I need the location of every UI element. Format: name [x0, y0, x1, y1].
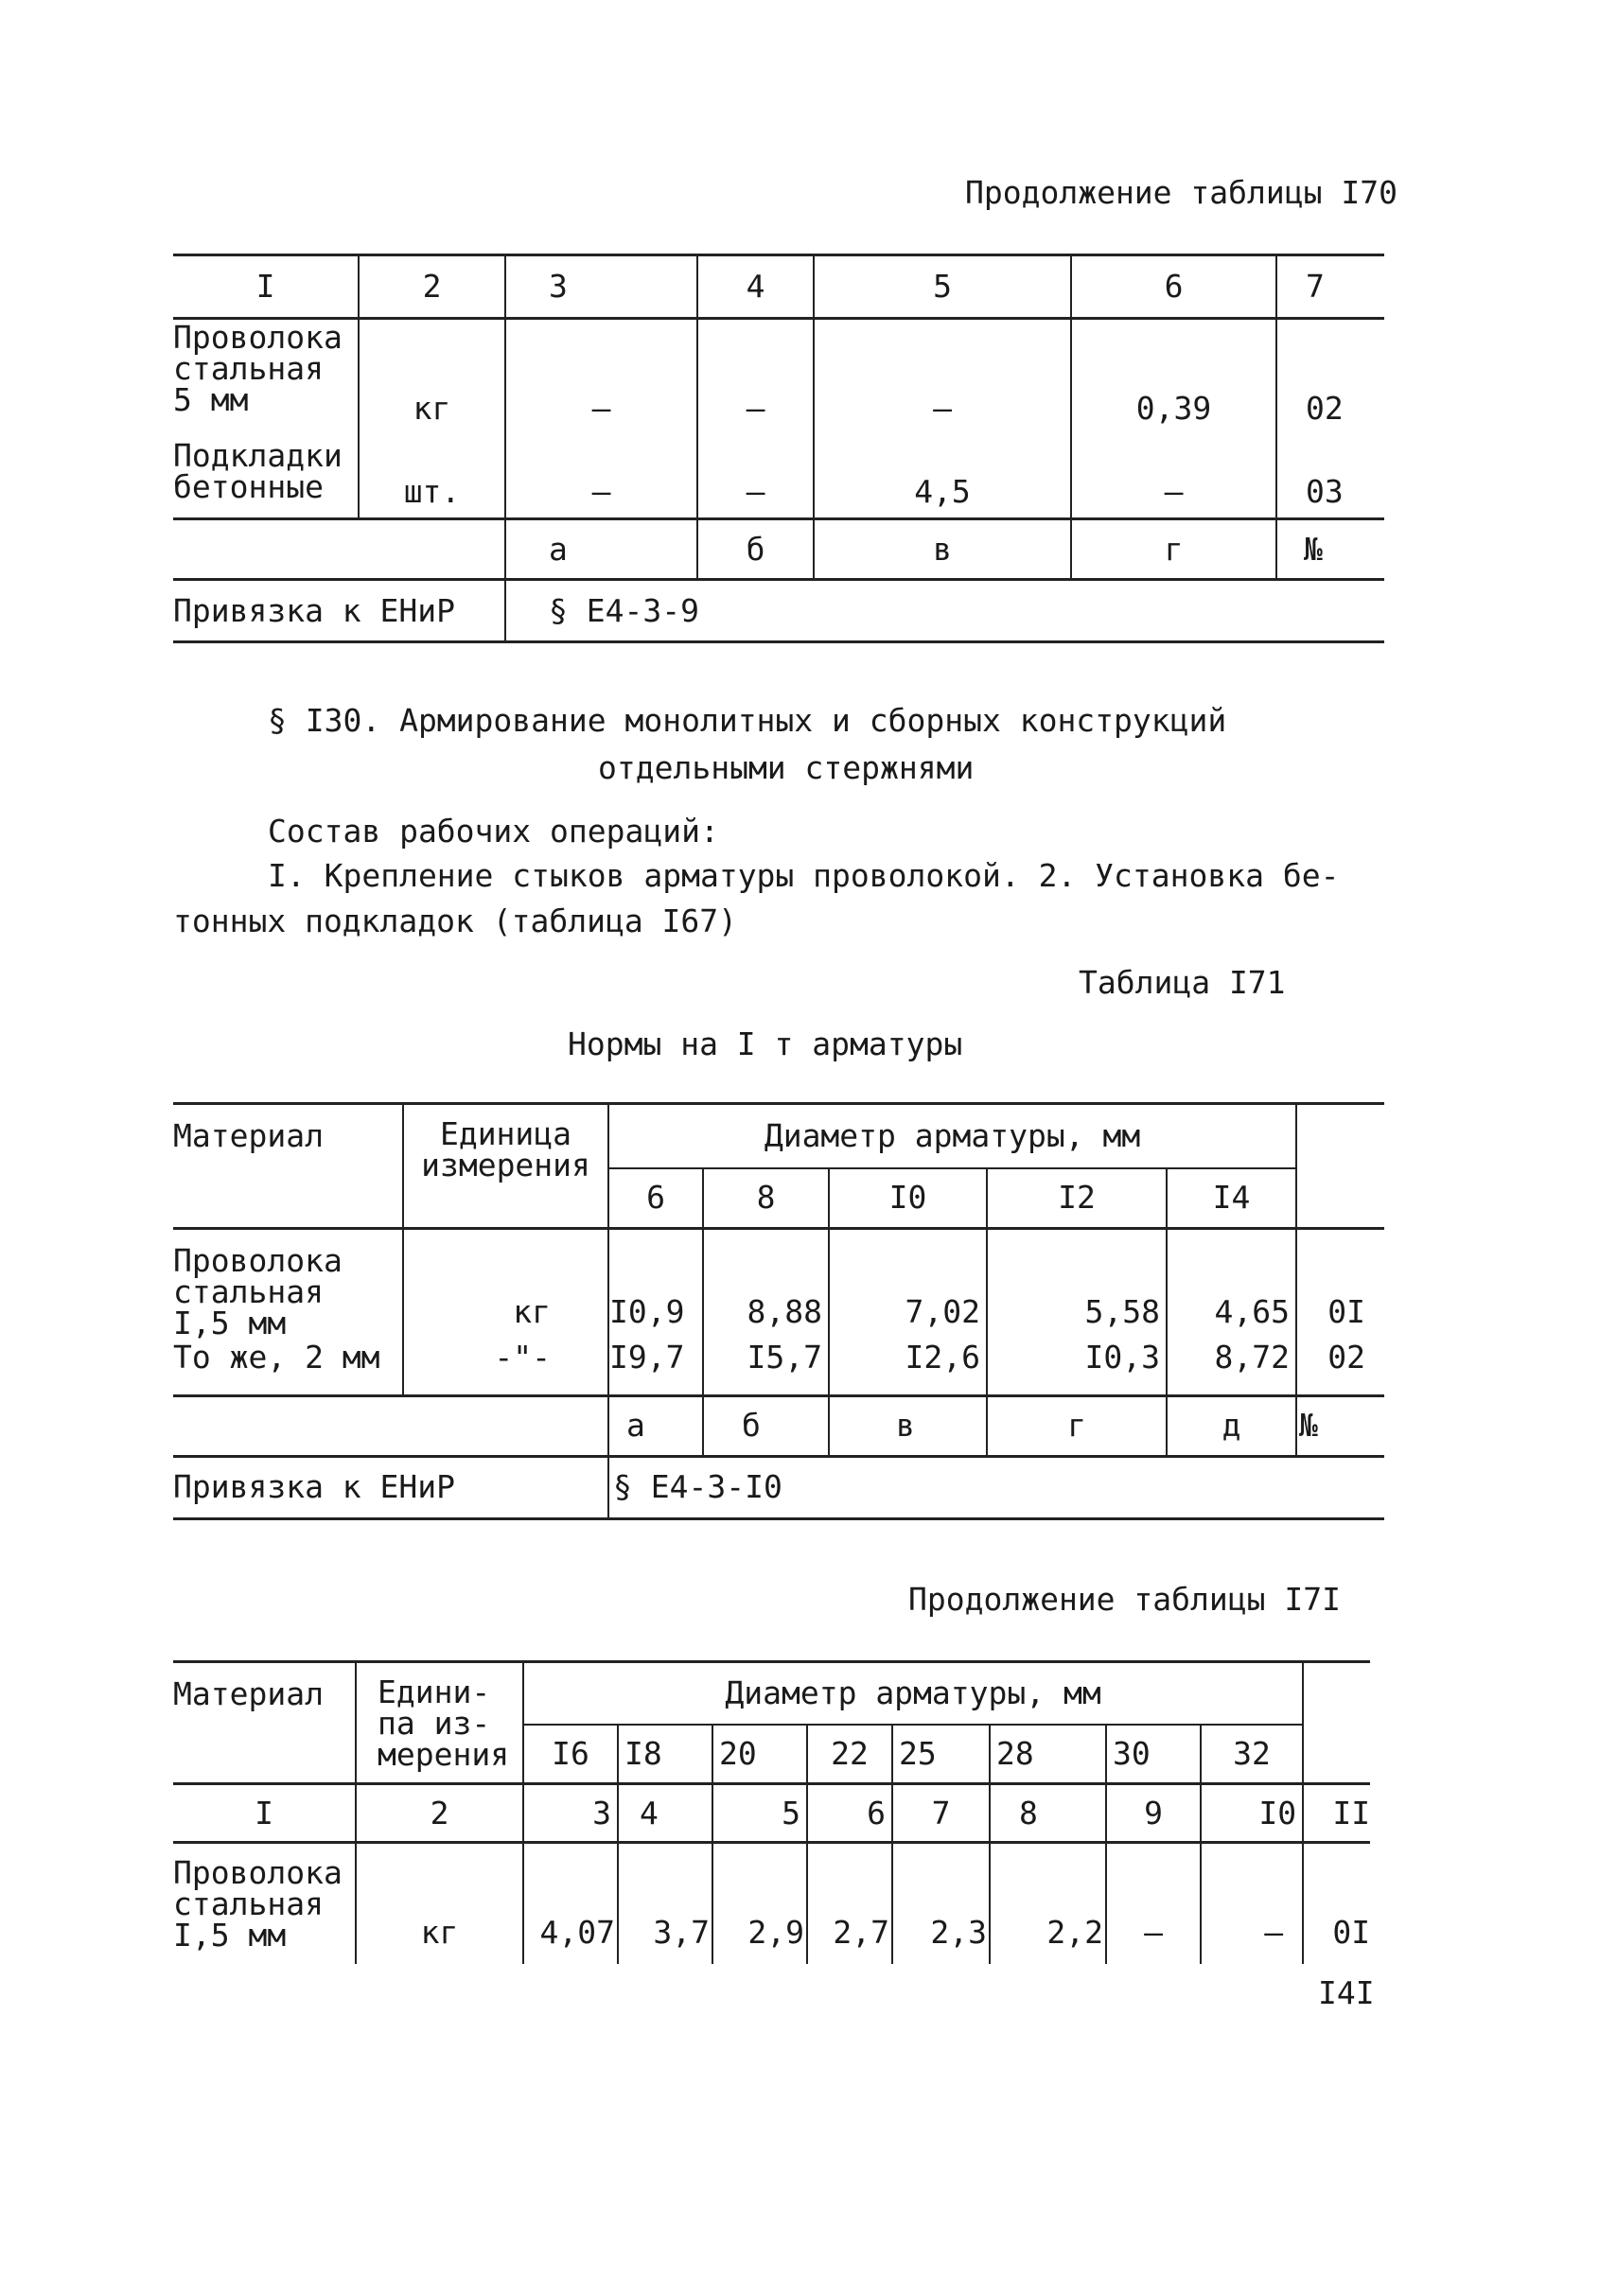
letters-row [173, 1395, 1384, 1456]
value-cell: 5,58 [987, 1229, 1167, 1340]
value-cell: – [814, 319, 1071, 440]
value-cell: – [1201, 1843, 1303, 1964]
ref-value: § Е4-3-9 [549, 591, 699, 629]
unit-cell: кг [403, 1229, 608, 1340]
table-171 [173, 1102, 1384, 1520]
code-cell: 0I [1327, 1292, 1366, 1330]
value-cell: 2,9 [712, 1843, 807, 1964]
material-cell: Проволока стальная I,5 мм [173, 1843, 356, 1964]
letter-cell: а [505, 519, 697, 580]
table-row [173, 440, 1384, 519]
table-171-continuation [173, 1660, 1370, 1964]
col-number: 2 [359, 255, 505, 319]
diameter-cell: 30 [1106, 1725, 1201, 1784]
table-row [173, 1843, 1370, 1964]
table171-title: Нормы на I т арматуры [568, 1025, 963, 1062]
col-number: 4 [618, 1784, 712, 1843]
value-cell: I0,9 [608, 1229, 703, 1340]
header-unit: Единица измерения [403, 1104, 608, 1229]
table-row [173, 1339, 1384, 1395]
section-heading-line2: отдельными стержнями [598, 749, 975, 786]
header-diameter: Диаметр арматуры, мм [523, 1662, 1303, 1725]
col-number: I [173, 255, 359, 319]
diameter-cell: I2 [987, 1168, 1167, 1229]
letters-row [173, 519, 1384, 580]
material-cell: Проволока стальная I,5 мм [173, 1229, 403, 1340]
value-cell: – [697, 319, 814, 440]
letter-cell: в [829, 1395, 987, 1456]
value-cell: 2,2 [990, 1843, 1106, 1964]
table-row [173, 319, 1384, 440]
value-cell: I5,7 [703, 1339, 829, 1395]
letter-cell: в [814, 519, 1071, 580]
material-cell: Проволока стальная 5 мм [173, 319, 359, 440]
diameter-cell: I0 [829, 1168, 987, 1229]
number-sign: № [1304, 530, 1323, 568]
diameter-cell: 22 [807, 1725, 892, 1784]
value-cell: – [1106, 1843, 1201, 1964]
col-number: 5 [814, 255, 1071, 319]
letter-cell: г [1071, 519, 1276, 580]
header-unit: Едини- па из- мерения [356, 1662, 523, 1784]
col-number: 7 [892, 1784, 990, 1843]
diameter-cell: 25 [892, 1725, 990, 1784]
value-cell: 2,7 [807, 1843, 892, 1964]
value-cell: 4,5 [814, 440, 1071, 519]
col-number: 3 [523, 1784, 618, 1843]
diameter-cell: 6 [608, 1168, 703, 1229]
value-cell: 8,88 [703, 1229, 829, 1340]
col-number: 3 [505, 255, 697, 319]
header-material: Материал [173, 1662, 356, 1784]
ref-row [173, 580, 1384, 642]
diameter-cell: 28 [990, 1725, 1106, 1784]
value-cell: I0,3 [987, 1339, 1167, 1395]
col-number: 6 [807, 1784, 892, 1843]
letter-cell: б [703, 1395, 829, 1456]
operations-line1: I. Крепление стыков арматуры проволокой. 2. Установка бе- [268, 857, 1340, 894]
col-number: 8 [990, 1784, 1106, 1843]
table170-caption: Продолжение таблицы I70 [965, 174, 1397, 211]
operations-line2: тонных подкладок (таблица I67) [173, 903, 738, 939]
col-number: 7 [1306, 268, 1325, 306]
header-diameter: Диаметр арматуры, мм [608, 1104, 1296, 1168]
diameter-cell: I8 [618, 1725, 712, 1784]
unit-cell: шт. [359, 440, 505, 519]
diameter-cell: I4 [1167, 1168, 1296, 1229]
value-cell: – [697, 440, 814, 519]
value-cell: I9,7 [608, 1339, 703, 1395]
unit-cell: кг [356, 1843, 523, 1964]
col-number: 6 [1071, 255, 1276, 319]
ref-value: § Е4-3-I0 [613, 1468, 782, 1506]
value-cell: – [505, 319, 697, 440]
operations-title: Состав рабочих операций: [268, 813, 719, 850]
material-cell: Подкладки бетонные [173, 440, 359, 519]
unit-cell: -"- [403, 1339, 608, 1395]
col-number: 4 [697, 255, 814, 319]
value-cell: – [1071, 440, 1276, 519]
value-cell: 2,3 [892, 1843, 990, 1964]
unit-cell: кг [359, 319, 505, 440]
col-number: 5 [712, 1784, 807, 1843]
table171-continuation-caption: Продолжение таблицы I7I [908, 1581, 1341, 1618]
letter-cell: д [1167, 1395, 1296, 1456]
code-cell: 02 [1306, 390, 1344, 428]
ref-label: Привязка к ЕНиР [173, 1456, 608, 1518]
code-cell: 02 [1327, 1339, 1366, 1376]
value-cell: 7,02 [829, 1229, 987, 1340]
page-number: I4I [1318, 1974, 1375, 2011]
diameter-cell: 32 [1201, 1725, 1303, 1784]
diameter-cell: 8 [703, 1168, 829, 1229]
value-cell: 4,65 [1167, 1229, 1296, 1340]
number-sign: № [1299, 1407, 1318, 1445]
value-cell: 8,72 [1167, 1339, 1296, 1395]
letter-cell: а [608, 1395, 703, 1456]
diameter-cell: 20 [712, 1725, 807, 1784]
value-cell: 3,7 [618, 1843, 712, 1964]
value-cell: – [505, 440, 697, 519]
value-cell: 4,07 [523, 1843, 618, 1964]
table-170 [173, 254, 1384, 643]
code-cell: 0I [1332, 1914, 1371, 1952]
col-number: 9 [1106, 1784, 1201, 1843]
table-row [173, 1229, 1384, 1340]
diameter-cell: I6 [523, 1725, 618, 1784]
material-cell: То же, 2 мм [173, 1339, 403, 1395]
ref-row [173, 1456, 1384, 1518]
code-cell: 03 [1306, 472, 1344, 510]
value-cell: I2,6 [829, 1339, 987, 1395]
letter-cell: г [987, 1395, 1167, 1456]
col-number: II [1332, 1794, 1371, 1832]
value-cell: 0,39 [1071, 319, 1276, 440]
section-heading-line1: § I30. Армирование монолитных и сборных конструкций [268, 702, 1227, 739]
col-number: I [173, 1784, 356, 1843]
col-number: 2 [356, 1784, 523, 1843]
col-number: I0 [1201, 1784, 1303, 1843]
letter-cell: б [697, 519, 814, 580]
header-material: Материал [173, 1104, 403, 1229]
ref-label: Привязка к ЕНиР [173, 580, 505, 642]
table171-label: Таблица I71 [1079, 964, 1286, 1001]
